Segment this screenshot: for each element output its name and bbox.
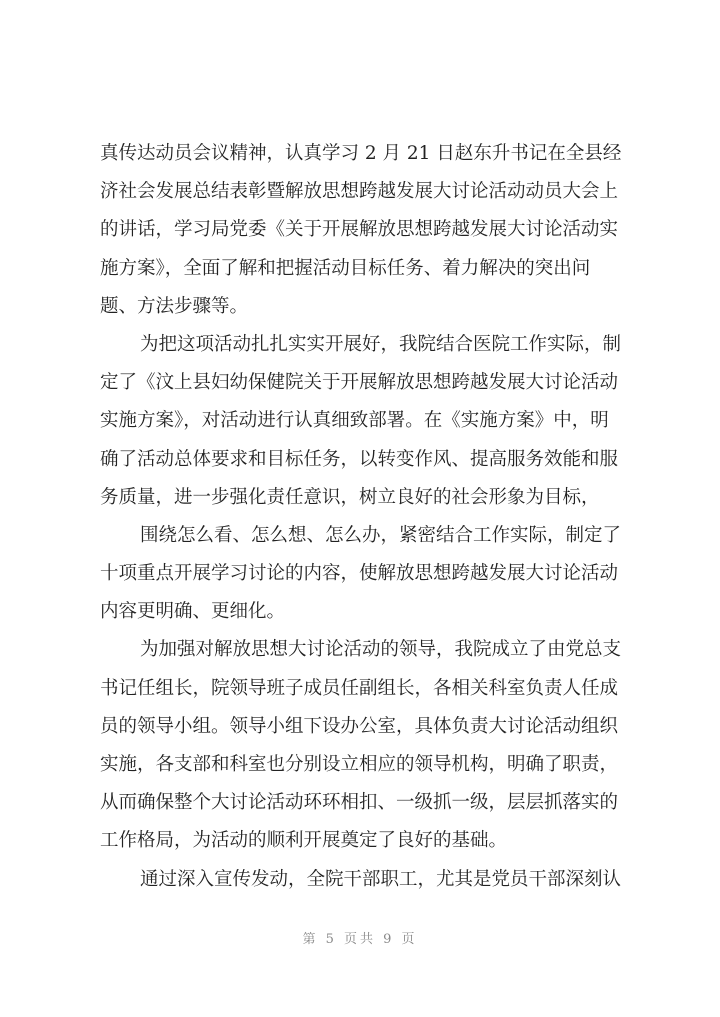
text-line: 通过深入宣传发动，全院干部职工，尤其是党员干部深刻认 — [140, 868, 622, 890]
text-line: 员的领导小组。领导小组下设办公室，具体负责大讨论活动组织 — [100, 715, 619, 737]
text-line: 实施方案》，对活动进行认真细致部署。在《实施方案》中，明 — [100, 410, 609, 432]
text-line: 题、方法步骤等。 — [100, 295, 249, 317]
text-line: 围绕怎么看、怎么想、怎么办，紧密结合工作实际，制定了 — [140, 524, 622, 546]
text-line: 实施，各支部和科室也分别设立相应的领导机构，明确了职责， — [100, 754, 619, 775]
text-line: 真传达动员会议精神，认真学习 2 月 21 日赵东升书记在全县经 — [100, 143, 622, 164]
text-line: 定了《汶上县妇幼保健院关于开展解放思想跨越发展大讨论活动 — [100, 372, 619, 394]
text-line: 施方案》，全面了解和把握活动目标任务、着力解决的突出问 — [100, 257, 591, 279]
text-line: 的讲话，学习局党委《关于开展解放思想跨越发展大讨论活动实 — [100, 219, 619, 241]
text-line: 济社会发展总结表彰暨解放思想跨越发展大讨论活动动员大会上 — [100, 181, 619, 203]
text-line: 从而确保整个大讨论活动环环相扣、一级抓一级，层层抓落实的 — [100, 792, 619, 814]
text-line: 为把这项活动扎扎实实开展好，我院结合医院工作实际，制 — [140, 333, 622, 355]
text-line: 确了活动总体要求和目标任务，以转变作风、提高服务效能和服 — [100, 448, 619, 470]
text-line: 书记任组长，院领导班子成员任副组长，各相关科室负责人任成 — [100, 677, 619, 699]
text-line: 十项重点开展学习讨论的内容，使解放思想跨越发展大讨论活动 — [100, 563, 619, 585]
text-line: 务质量，进一步强化责任意识，树立良好的社会形象为目标， — [100, 486, 600, 508]
text-line: 工作格局，为活动的顺利开展奠定了良好的基础。 — [100, 830, 508, 852]
text-line: 内容更明确、更细化。 — [100, 601, 286, 623]
text-line: 为加强对解放思想大讨论活动的领导，我院成立了由党总支 — [140, 639, 622, 661]
page-number-footer: 第 5 页共 9 页 — [302, 932, 418, 947]
document-body — [100, 140, 622, 904]
